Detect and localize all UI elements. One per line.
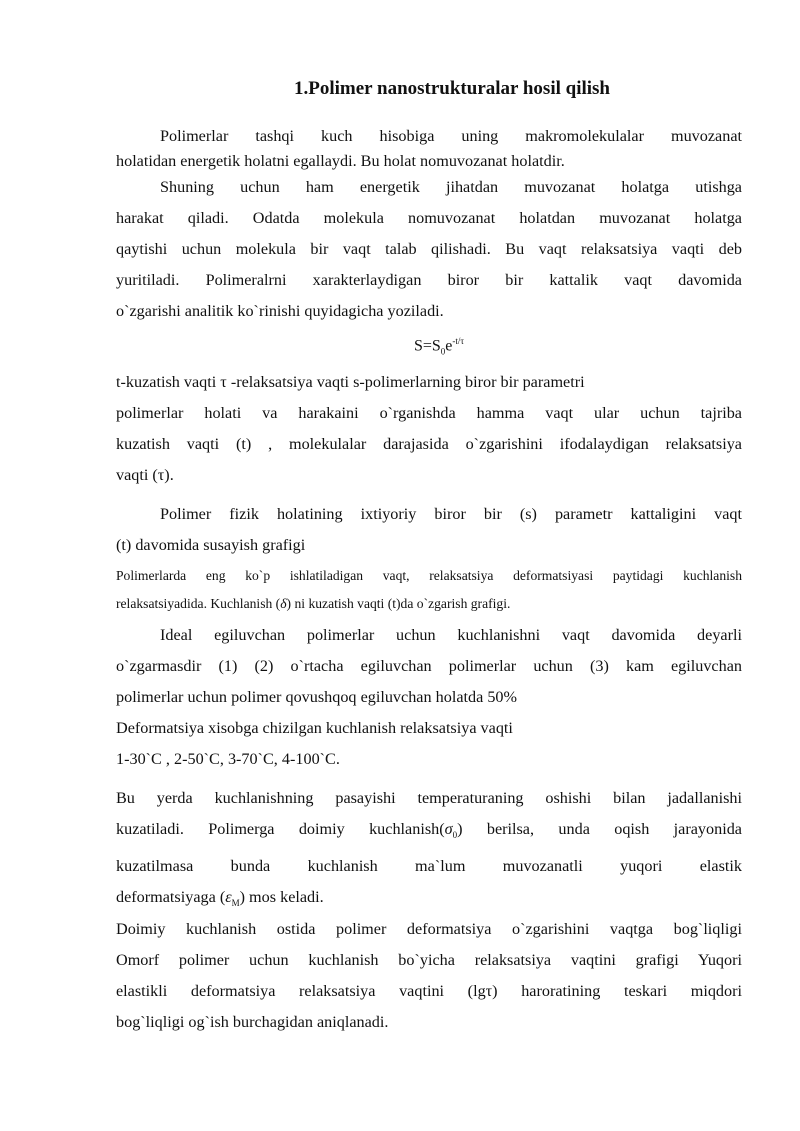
text-line: Omorf polimer uchun kuchlanish bo`yicha relaksatsiya vaqtini grafigi Yuqori	[116, 951, 742, 969]
text-line: polimerlar holati va harakaini o`rganishda hamma vaqt ular uchun tajriba	[116, 404, 742, 422]
text-fragment: kuzatiladi. Polimerga doimiy kuchlanish(	[116, 820, 445, 838]
text-line: o`zgarishi analitik ko`rinishi quyidagicha yoziladi.	[116, 302, 444, 320]
text-line: o`zgarmasdir (1) (2) o`rtacha egiluvchan polimerlar uchun (3) kam egiluvchan	[116, 657, 742, 675]
text-fragment: ) ni kuzatish vaqti (t)da o`zgarish grafigi.	[286, 596, 511, 611]
text-fragment: ) berilsa, unda oqish jarayonida	[457, 820, 742, 838]
paragraph-2	[116, 172, 742, 327]
text-fragment: deformatsiyaga (	[116, 888, 226, 907]
text-line: Deformatsiya xisobga chizilgan kuchlanish relaksatsiya vaqti	[116, 719, 513, 737]
sigma-symbol: σ	[444, 820, 453, 838]
text-line: yuritiladi. Polimeralrni xarakterlaydigan biror bir kattalik vaqt davomida	[116, 271, 742, 289]
text-fragment: ) mos keladi.	[239, 888, 324, 907]
paragraph-6	[116, 620, 742, 775]
text-line: bog`liqligi og`ish burchagidan aniqlanadi.	[116, 1013, 389, 1031]
paragraph-4	[116, 499, 742, 561]
text-line: (t) davomida susayish grafigi	[116, 536, 306, 554]
text-line: elastikli deformatsiya relaksatsiya vaqtini (lgτ) haroratining teskari miqdori	[116, 982, 742, 1000]
text-line: Doimiy kuchlanish ostida polimer deformatsiya o`zgarishini vaqtga bog`liqligi	[116, 920, 742, 938]
formula-exp-base: e	[445, 337, 453, 355]
paragraph-7	[116, 783, 742, 919]
text-line: Polimerlarda eng ko`p ishlatiladigan vaqt, relaksatsiya deformatsiyasi paytidagi kuchlanish	[116, 568, 742, 583]
text-line: qaytishi uchun molekula bir vaqt talab qilishadi. Bu vaqt relaksatsiya vaqti deb	[116, 240, 742, 258]
text-line: Polimer fizik holatining ixtiyoriy biror bir (s) parametr kattaligini vaqt	[160, 505, 742, 523]
text-line: holatidan energetik holatni egallaydi. Bu holat nomuvozanat holatdir.	[116, 152, 565, 170]
text-line	[116, 814, 742, 851]
text-line: Shuning uchun ham energetik jihatdan muvozanat holatga utishga	[160, 178, 742, 196]
paragraph-1	[116, 124, 742, 174]
sigma-subscript: 0	[452, 830, 458, 841]
formula-base: S=S	[413, 337, 441, 355]
text-line: kuzatish vaqti (t) , molekulalar darajasida o`zgarishini ifodalaydigan relaksatsiya	[116, 435, 742, 453]
paragraph-3	[116, 367, 742, 491]
formula-subscript: 0	[440, 346, 446, 357]
formula-exponent: -t/τ	[452, 336, 465, 346]
page-title: 1.Polimer nanostrukturalar hosil qilish	[293, 78, 610, 99]
text-fragment: relaksatsiyadida. Kuchlanish (	[116, 596, 281, 611]
text-line: t-kuzatish vaqti τ -relaksatsiya vaqti s-polimerlarning biror bir parametri	[116, 373, 585, 391]
relaxation-formula	[116, 336, 742, 357]
text-line: harakat qiladi. Odatda molekula nomuvozanat holatdan muvozanat holatga	[116, 209, 742, 227]
text-line: 1-30`C , 2-50`C, 3-70`C, 4-100`C.	[116, 750, 340, 768]
epsilon-subscript: M	[231, 898, 240, 909]
text-line: polimerlar uchun polimer qovushqoq egiluvchan holatda 50%	[116, 688, 517, 706]
text-line: Ideal egiluvchan polimerlar uchun kuchlanishni vaqt davomida deyarli	[160, 626, 742, 644]
delta-symbol: δ	[280, 596, 287, 611]
text-line: kuzatilmasa bunda kuchlanish ma`lum muvozanatli yuqori elastik	[116, 857, 742, 876]
paragraph-5	[116, 562, 742, 618]
text-line	[116, 590, 742, 618]
epsilon-symbol: ε	[225, 888, 232, 907]
text-line: Bu yerda kuchlanishning pasayishi temperaturaning oshishi bilan jadallanishi	[116, 789, 742, 807]
text-line: vaqti (τ).	[116, 466, 174, 484]
text-line: Polimerlar tashqi kuch hisobiga uning makromolekulalar muvozanat	[160, 127, 742, 145]
paragraph-8	[116, 914, 742, 1038]
